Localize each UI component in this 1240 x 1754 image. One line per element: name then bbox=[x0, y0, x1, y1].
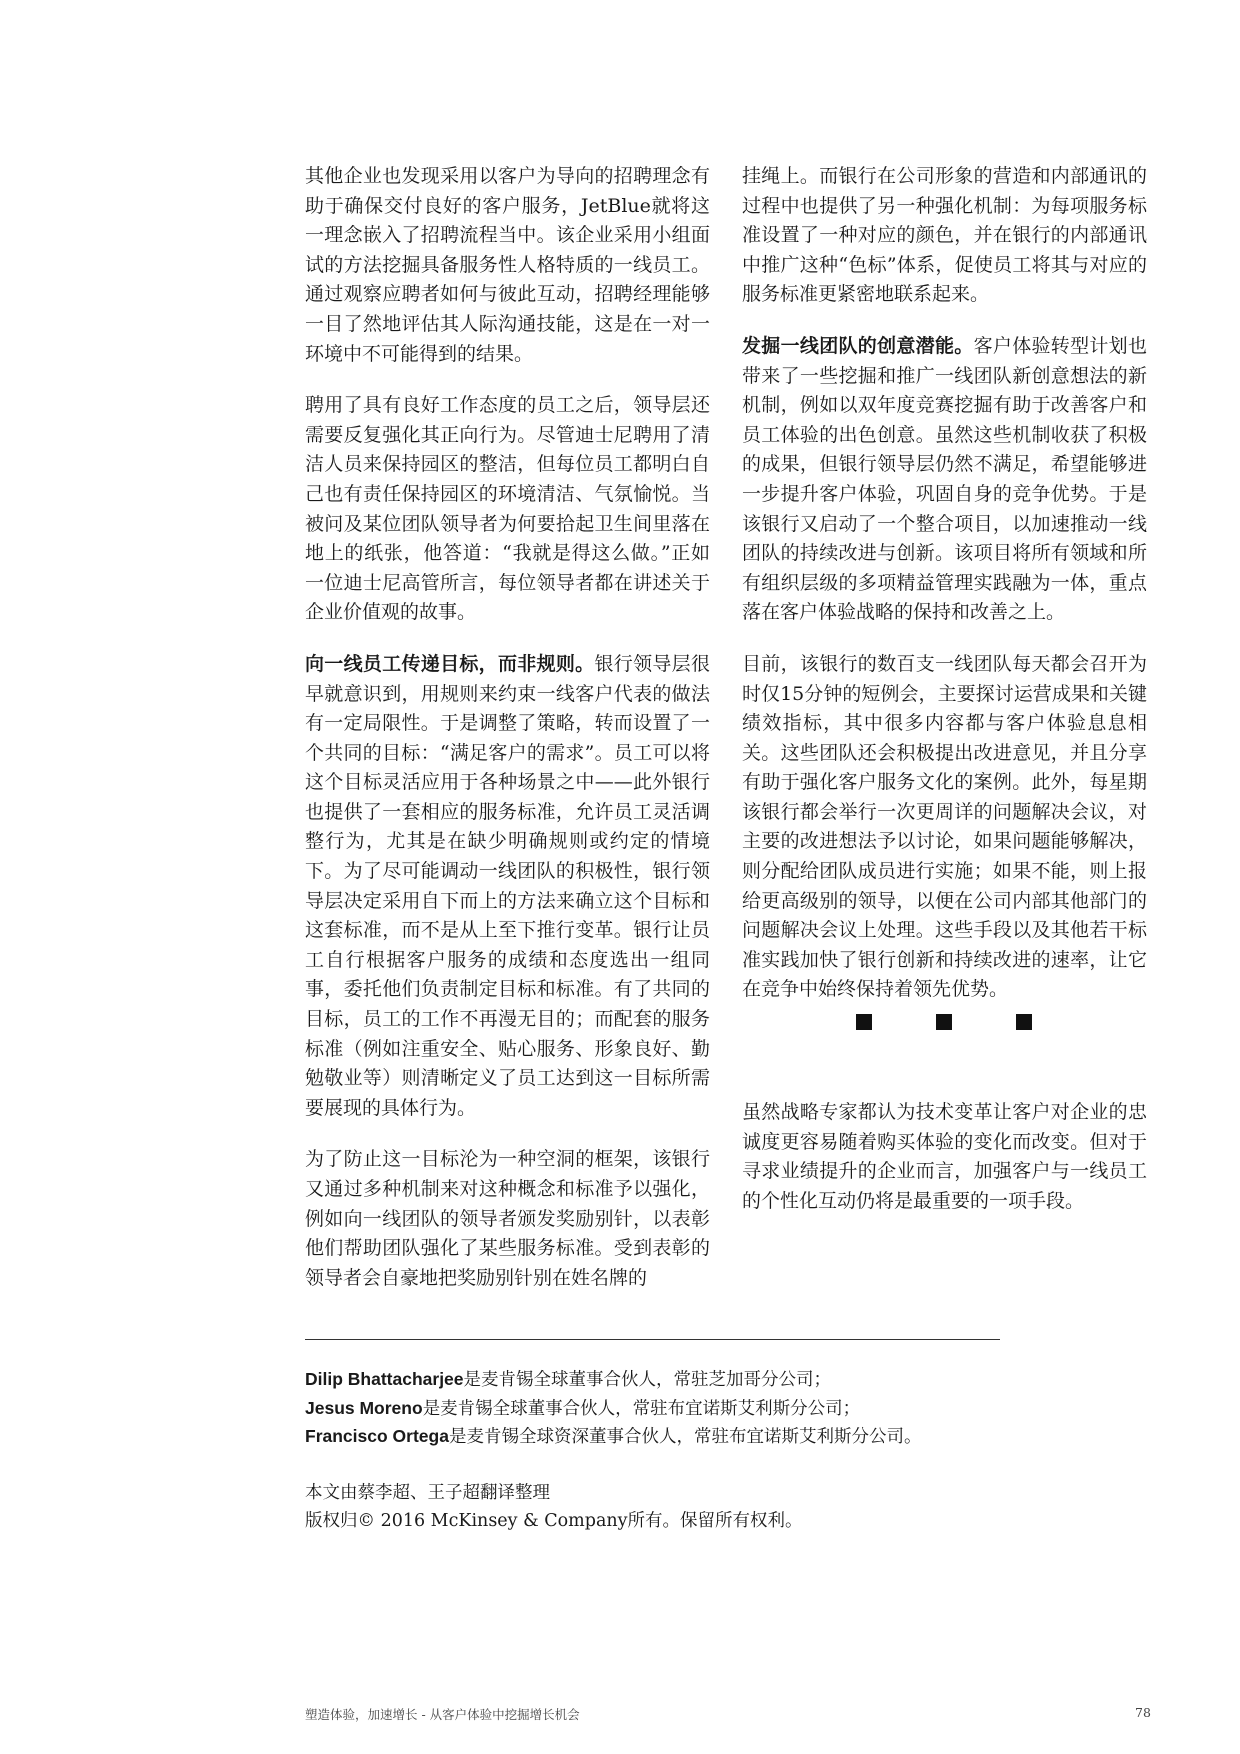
author-line bbox=[305, 1395, 1185, 1424]
paragraph: 为了防止这一目标沦为一种空洞的框架，该银行又通过多种机制来对这种概念和标准予以强化，例如向一线团队的领导者颁发奖励别针，以表彰他们帮助团队强化了某些服务标准。受到表彰的领导者会自豪地把奖励别针别在姓名牌的 bbox=[305, 1148, 710, 1289]
paragraph: 挂绳上。而银行在公司形象的营造和内部通讯的过程中也提供了另一种强化机制：为每项服务标准设置了一种对应的颜色，并在银行的内部通讯中推广这种“色标”体系，促使员工将其与对应的服务标准更紧密地联系起来。 bbox=[742, 165, 1147, 306]
author-name: Dilip Bhattacharjee bbox=[305, 1369, 464, 1389]
author-role: 是麦肯锡全球董事合伙人，常驻布宜诺斯艾利斯分公司； bbox=[422, 1398, 861, 1419]
copyright-notice: 版权归© 2016 McKinsey & Company所有。保留所有权利。 bbox=[305, 1510, 803, 1531]
square-icon bbox=[936, 1014, 952, 1030]
section-divider-squares bbox=[856, 1014, 1032, 1030]
square-icon bbox=[1016, 1014, 1032, 1030]
author-role: 是麦肯锡全球资深董事合伙人，常驻布宜诺斯艾利斯分公司。 bbox=[448, 1427, 922, 1447]
paragraph: 其他企业也发现采用以客户为导向的招聘理念有助于确保交付良好的客户服务，JetBlue就将这一理念嵌入了招聘流程当中。该企业采用小组面试的方法挖掘具备服务性人格特质的一线员工。通过观察应聘者如何与彼此互动，招聘经理能够一目了然地评估其人际沟通技能，这是在一对一环境中不可能得到的结果。 bbox=[305, 165, 710, 365]
translation-credit: 本文由蔡李超、王子超翻译整理 bbox=[305, 1483, 550, 1503]
author-name: Jesus Moreno bbox=[305, 1397, 423, 1418]
author-role: 是麦肯锡全球董事合伙人，常驻芝加哥分公司； bbox=[463, 1370, 832, 1390]
square-icon bbox=[856, 1014, 872, 1030]
horizontal-rule bbox=[305, 1339, 1000, 1340]
page-number: 78 bbox=[1135, 1705, 1151, 1720]
author-name: Francisco Ortega bbox=[305, 1426, 449, 1446]
left-column bbox=[305, 162, 710, 1315]
paragraph-heading: 发掘一线团队的创意潜能。 bbox=[742, 334, 974, 357]
closing-paragraph: 虽然战略专家都认为技术变革让客户对企业的忠诚度更容易随着购买体验的变化而改变。但对于寻求业绩提升的企业而言，加强客户与一线员工的个性化互动仍将是最重要的一项手段。 bbox=[742, 1101, 1147, 1212]
paragraph: 目前，该银行的数百支一线团队每天都会召开为时仅15分钟的短例会，主要探讨运营成果和关键绩效指标，其中很多内容都与客户体验息息相关。这些团队还会积极提出改进意见，并且分享有助于强化客户服务文化的案例。此外，每星期该银行都会举行一次更周详的问题解决会议，对主要的改进想法予以讨论，如果问题能够解决，则分配给团队成员进行实施；如果不能，则上报给更高级别的领导，以便在公司内部其他部门的问题解决会议上处理。这些手段以及其他若干标准实践加快了银行创新和持续改进的速率，让它在竞争中始终保持着领先优势。 bbox=[742, 652, 1147, 1001]
footer-title: 塑造体验，加速增长 - 从客户体验中挖掘增长机会 bbox=[305, 1707, 580, 1722]
paragraph bbox=[305, 650, 710, 1124]
author-line bbox=[305, 1423, 1185, 1452]
paragraph-heading: 向一线员工传递目标，而非规则。 bbox=[305, 652, 595, 675]
paragraph-body: 客户体验转型计划也带来了一些挖掘和推广一线团队新创意想法的新机制，例如以双年度竞赛挖掘有助于改善客户和员工体验的出色创意。虽然这些机制收获了积极的成果，但银行领导层仍然不满足，希望能够进一步提升客户体验，巩固自身的竞争优势。于是该银行又启动了一个整合项目，以加速推动一线团队的持续改进与创新。该项目将所有领域和所有组织层级的多项精益管理实践融为一体，重点落在客户体验战略的保持和改善之上。 bbox=[742, 334, 1147, 624]
author-line bbox=[305, 1366, 1185, 1395]
right-column bbox=[742, 162, 1147, 1027]
paragraph-body: 银行领导层很早就意识到，用规则来约束一线客户代表的做法有一定局限性。于是调整了策略，转而设置了一个共同的目标：“满足客户的需求”。员工可以将这个目标灵活应用于各种场景之中——此外银行也提供了一套相应的服务标准，允许员工灵活调整行为，尤其是在缺少明确规则或约定的情境下。为了尽可能调动一线团队的积极性，银行领导层决定采用自下而上的方法来确立这个目标和这套标准，而不是从上至下推行变革。银行让员工自行根据客户服务的成绩和态度选出一组同事，委托他们负责制定目标和标准。有了共同的目标，员工的工作不再漫无目的；而配套的服务标准（例如注重安全、贴心服务、形象良好、勤勉敬业等）则清晰定义了员工达到这一目标所需要展现的具体行为。 bbox=[305, 652, 710, 1119]
author-bios bbox=[305, 1366, 1185, 1452]
paragraph: 聘用了具有良好工作态度的员工之后，领导层还需要反复强化其正向行为。尽管迪士尼聘用了清洁人员来保持园区的整洁，但每位员工都明白自己也有责任保持园区的环境清洁、气氛愉悦。当被问及某位团队领导者为何要拾起卫生间里落在地上的纸张，他答道：“我就是得这么做。”正如一位迪士尼高管所言，每位领导者都在讲述关于企业价值观的故事。 bbox=[305, 394, 710, 624]
paragraph bbox=[742, 332, 1147, 628]
credits bbox=[305, 1480, 1185, 1535]
